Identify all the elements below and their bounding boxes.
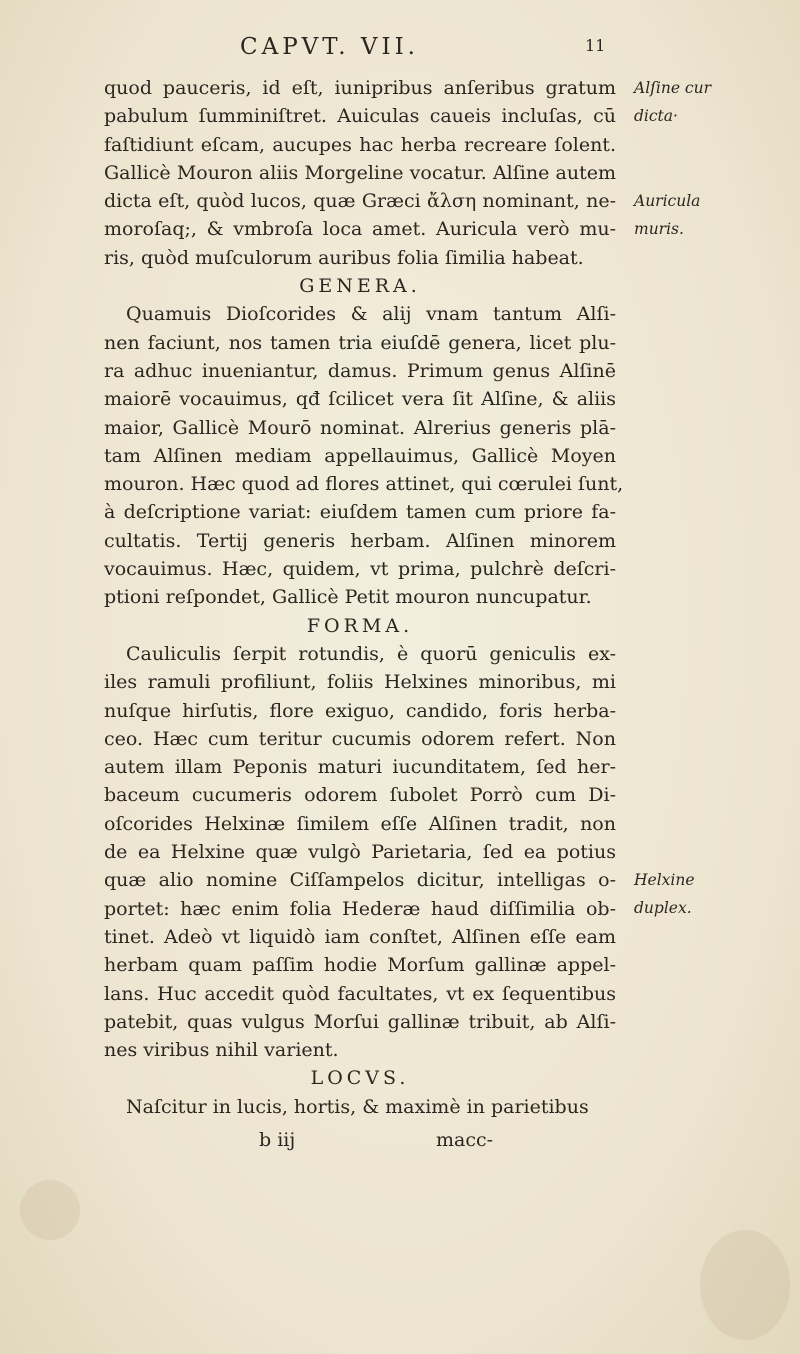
text-line: herbam quam paſſim hodie Morſum gallinæ appel- (104, 954, 616, 977)
body-text (104, 74, 624, 1121)
margin-note: Helxine (634, 871, 695, 889)
text-line: Gallicè Mouron aliis Morgeline vocatur. Alſine autem (104, 161, 616, 184)
text-line: baceum cucumeris odorem ſubolet Porrò cum Di- (104, 784, 616, 807)
catchword: macc- (436, 1129, 494, 1151)
text-line: ceo. Hæc cum teritur cucumis odorem refert. Non (104, 727, 616, 750)
paper-stain (700, 1230, 790, 1340)
section-heading-locus: LOCVS. (310, 1067, 410, 1090)
text-line: nes viribus nihil varient. (104, 1039, 339, 1062)
text-line: ptioni reſpondet, Gallicè Petit mouron nuncupatur. (104, 586, 592, 609)
text-line: Naſcitur in lucis, hortis, & maximè in parietibus (126, 1095, 589, 1118)
text-line: ris, quòd muſculorum auribus folia ſimilia habeat. (104, 246, 584, 269)
text-line: faſtidiunt eſcam, aucupes hac herba recreare ſolent. (104, 133, 616, 156)
running-title: CAPVT. VII. (240, 34, 419, 60)
text-line: nuſque hirſutis, flore exiguo, candido, foris herba- (104, 699, 616, 722)
text-line: quæ alio nomine Ciſſampelos dicitur, intelligas o- (104, 869, 616, 892)
text-line: de ea Helxine quæ vulgò Parietaria, ſed ea potius (104, 841, 616, 864)
page-number: 11 (585, 36, 606, 55)
text-line: tinet. Adeò vt liquidò iam conſtet, Alſinen eſſe eam (104, 925, 616, 948)
text-line: ra adhuc inueniantur, damus. Primum genus Alſinē (104, 359, 616, 382)
page-header (0, 34, 800, 64)
margin-note: dicta· (634, 107, 678, 125)
text-line: Cauliculis ſerpit rotundis, è quorū geniculis ex- (126, 642, 616, 665)
text-line: dicta eſt, quòd lucos, quæ Græci ἄλση nominant, ne- (104, 190, 616, 213)
margin-note: Alſine cur (634, 79, 712, 97)
signature-mark: b iij (259, 1129, 296, 1151)
text-line: iles ramuli profiliunt, foliis Helxines minoribus, mi (104, 671, 616, 694)
text-line: cultatis. Tertij generis herbam. Alſinen minorem (104, 529, 616, 552)
paper-stain (20, 1180, 80, 1240)
text-line: patebit, quas vulgus Morſui gallinæ tribuit, ab Alſi- (104, 1010, 616, 1033)
catchline (104, 1129, 616, 1157)
margin-note: duplex. (634, 899, 692, 917)
margin-note: Auricula (634, 192, 701, 210)
margin-note: muris. (634, 220, 684, 238)
text-line: vocauimus. Hæc, quidem, vt prima, pulchrè deſcri- (104, 558, 616, 581)
text-line: à deſcriptione variat: eiuſdem tamen cum priore fa- (104, 501, 616, 524)
text-line: oſcorides Helxinæ ſimilem eſſe Alſinen tradit, non (104, 812, 616, 835)
text-line: nen faciunt, nos tamen tria eiuſdē genera, licet plu- (104, 331, 616, 354)
text-line: portet: hæc enim folia Hederæ haud diſſimilia ob- (104, 897, 616, 920)
text-line: tam Alſinen mediam appellauimus, Gallicè Moyen (104, 444, 616, 467)
text-line: lans. Huc accedit quòd facultates, vt ex ſequentibus (104, 982, 616, 1005)
text-line: quod pauceris, id eſt, iunipribus anſeribus gratum (104, 77, 616, 99)
section-heading-forma: FORMA. (306, 614, 414, 637)
text-line: maior, Gallicè Mourō nominat. Alrerius generis plā- (104, 416, 616, 439)
text-line: maiorē vocauimus, qđ ſcilicet vera ſit Alſine, & aliis (104, 388, 616, 411)
text-line: Quamuis Dioſcorides & alij vnam tantum Alſi- (126, 303, 616, 326)
text-line: autem illam Peponis maturi iucunditatem, ſed her- (104, 756, 616, 779)
text-line: mouron. Hæc quod ad flores attinet, qui cœrulei ſunt, (104, 473, 624, 496)
text-line: pabulum ſumminiſtret. Auiculas caueis incluſas, cū (104, 105, 616, 128)
section-heading-genera: GENERA. (299, 275, 421, 298)
text-line: moroſaq;, & vmbroſa loca amet. Auricula verò mu- (104, 218, 616, 241)
